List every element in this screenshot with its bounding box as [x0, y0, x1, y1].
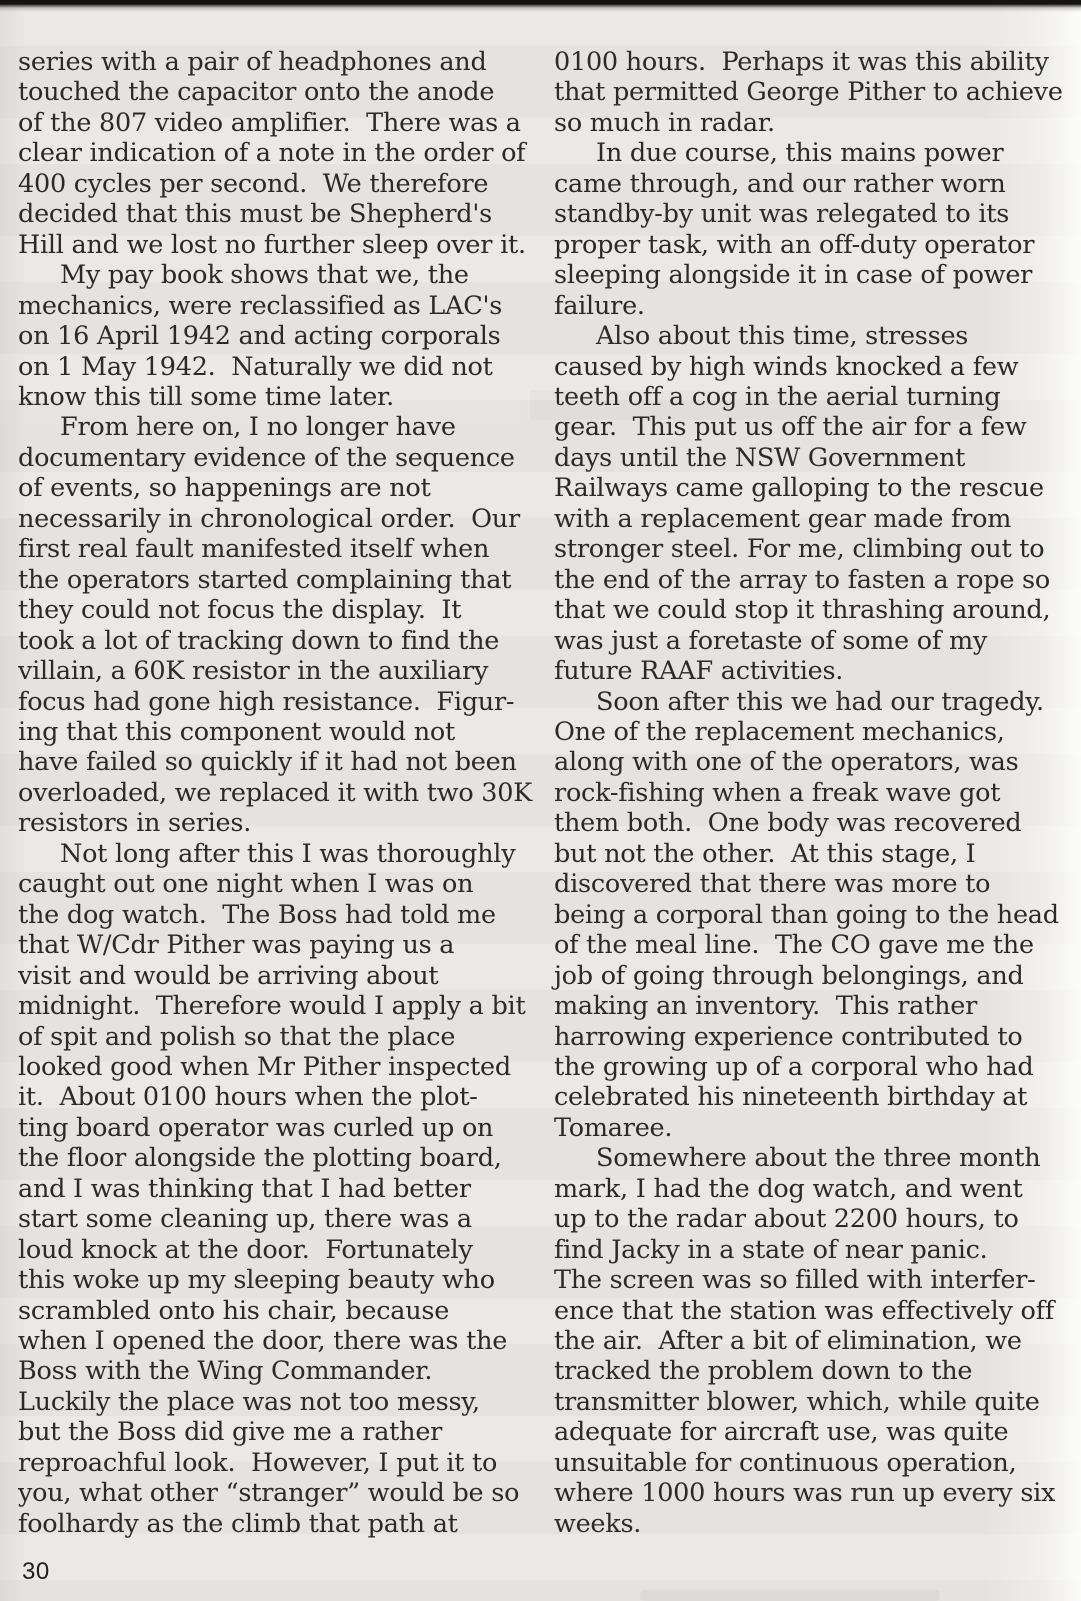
- text-line: ing that this component would not: [18, 716, 455, 747]
- text-line: sleeping alongside it in case of power: [554, 260, 1033, 291]
- text-column-right: [554, 47, 1066, 1539]
- text-line: mechanics, were reclassified as LAC's: [18, 290, 503, 321]
- text-line: foolhardy as the climb that path at: [18, 1508, 458, 1539]
- text-line: start some cleaning up, there was a: [18, 1204, 472, 1235]
- text-line: Luckily the place was not too messy,: [18, 1386, 480, 1417]
- text-line: it. About 0100 hours when the plot-: [18, 1082, 478, 1113]
- text-line: villain, a 60K resistor in the auxiliary: [18, 656, 489, 687]
- text-line: necessarily in chronological order. Our: [18, 503, 520, 534]
- text-line: transmitter blower, which, while quite: [554, 1386, 1040, 1417]
- text-line: The screen was so filled with interfer-: [554, 1265, 1036, 1296]
- text-line: caused by high winds knocked a few: [554, 351, 1019, 382]
- text-line: took a lot of tracking down to find the: [18, 625, 500, 656]
- text-line: Somewhere about the three month: [596, 1143, 1041, 1174]
- text-line: stronger steel. For me, climbing out to: [554, 534, 1045, 565]
- text-line: that permitted George Pither to achieve: [554, 77, 1063, 108]
- text-line: job of going through belongings, and: [554, 960, 1024, 991]
- text-line: and I was thinking that I had better: [18, 1173, 471, 1204]
- text-line: have failed so quickly if it had not been: [18, 747, 517, 778]
- text-line: that we could stop it thrashing around,: [554, 595, 1051, 626]
- text-line: Also about this time, stresses: [596, 321, 969, 352]
- text-line: mark, I had the dog watch, and went: [554, 1173, 1023, 1204]
- text-line: them both. One body was recovered: [554, 808, 1022, 839]
- text-line: reproachful look. However, I put it to: [18, 1447, 498, 1478]
- text-line: the dog watch. The Boss had told me: [18, 899, 496, 930]
- text-line: Soon after this we had our tragedy.: [596, 686, 1044, 717]
- text-line: proper task, with an off-duty operator: [554, 229, 1035, 260]
- text-line: failure.: [554, 290, 645, 321]
- text-line: decided that this must be Shepherd's: [18, 199, 492, 230]
- text-line: celebrated his nineteenth birthday at: [554, 1082, 1028, 1113]
- text-line: 0100 hours. Perhaps it was this ability: [554, 47, 1049, 77]
- text-line: days until the NSW Government: [554, 442, 966, 473]
- text-line: the growing up of a corporal who had: [554, 1051, 1034, 1082]
- text-line: ting board operator was curled up on: [18, 1112, 494, 1143]
- text-line: the air. After a bit of elimination, we: [554, 1326, 1022, 1357]
- text-line: this woke up my sleeping beauty who: [18, 1265, 495, 1296]
- text-line: ence that the station was effectively off: [554, 1295, 1055, 1326]
- text-line: on 16 April 1942 and acting corporals: [18, 321, 501, 352]
- page-number: 30: [22, 1558, 50, 1585]
- text-line: you, what other “stranger” would be so: [18, 1478, 520, 1509]
- text-line: making an inventory. This rather: [554, 991, 978, 1022]
- text-line: One of the replacement mechanics,: [554, 716, 1005, 747]
- scan-smudge: [640, 1590, 940, 1601]
- text-line: From here on, I no longer have: [60, 412, 456, 443]
- text-line: documentary evidence of the sequence: [18, 442, 515, 473]
- text-line: series with a pair of headphones and: [18, 47, 487, 77]
- text-line: of events, so happenings are not: [18, 473, 431, 504]
- text-line: the end of the array to fasten a rope so: [554, 564, 1050, 595]
- text-line: discovered that there was more to: [554, 869, 991, 900]
- text-line: being a corporal than going to the head: [554, 899, 1059, 930]
- text-line: looked good when Mr Pither inspected: [18, 1051, 511, 1082]
- text-line: My pay book shows that we, the: [60, 260, 469, 291]
- text-line: was just a foretaste of some of my: [554, 625, 988, 656]
- text-line: Tomaree.: [554, 1112, 673, 1143]
- text-line: on 1 May 1942. Naturally we did not: [18, 351, 493, 382]
- text-line: loud knock at the door. Fortunately: [18, 1234, 473, 1265]
- text-line: first real fault manifested itself when: [18, 534, 490, 565]
- text-line: but the Boss did give me a rather: [18, 1417, 443, 1448]
- text-line: they could not focus the display. It: [18, 595, 462, 626]
- text-line: the floor alongside the plotting board,: [18, 1143, 502, 1174]
- text-line: but not the other. At this stage, I: [554, 838, 976, 869]
- text-line: gear. This put us off the air for a few: [554, 412, 1027, 443]
- text-line: with a replacement gear made from: [554, 503, 1012, 534]
- text-line: teeth off a cog in the aerial turning: [554, 381, 1001, 412]
- text-line: future RAAF activities.: [554, 656, 844, 687]
- text-line: rock-fishing when a freak wave got: [554, 777, 1001, 808]
- text-line: scrambled onto his chair, because: [18, 1295, 450, 1326]
- text-line: touched the capacitor onto the anode: [18, 77, 495, 108]
- text-line: that W/Cdr Pither was paying us a: [18, 930, 455, 961]
- text-line: adequate for aircraft use, was quite: [554, 1417, 1009, 1448]
- text-line: Hill and we lost no further sleep over it.: [18, 229, 526, 260]
- text-line: tracked the problem down to the: [554, 1356, 973, 1387]
- text-line: unsuitable for continuous operation,: [554, 1447, 1017, 1478]
- text-line: came through, and our rather worn: [554, 168, 1006, 199]
- text-line: find Jacky in a state of near panic.: [554, 1234, 988, 1265]
- text-line: 400 cycles per second. We therefore: [18, 168, 489, 199]
- text-line: weeks.: [554, 1508, 642, 1539]
- text-line: of spit and polish so that the place: [18, 1021, 456, 1052]
- text-line: standby-by unit was relegated to its: [554, 199, 1010, 230]
- text-line: Railways came galloping to the rescue: [554, 473, 1044, 504]
- text-line: along with one of the operators, was: [554, 747, 1019, 778]
- text-line: the operators started complaining that: [18, 564, 512, 595]
- text-line: caught out one night when I was on: [18, 869, 474, 900]
- text-line: when I opened the door, there was the: [18, 1326, 508, 1357]
- text-line: resistors in series.: [18, 808, 252, 839]
- text-line: In due course, this mains power: [596, 138, 1004, 169]
- text-line: focus had gone high resistance. Figur-: [18, 686, 515, 717]
- text-line: clear indication of a note in the order of: [18, 138, 526, 169]
- text-line: Boss with the Wing Commander.: [18, 1356, 433, 1387]
- text-line: midnight. Therefore would I apply a bit: [18, 991, 526, 1022]
- text-line: where 1000 hours was run up every six: [554, 1478, 1056, 1509]
- text-line: Not long after this I was thoroughly: [60, 838, 516, 869]
- text-line: visit and would be arriving about: [18, 960, 439, 991]
- text-line: harrowing experience contributed to: [554, 1021, 1023, 1052]
- text-line: so much in radar.: [554, 107, 775, 138]
- text-line: of the meal line. The CO gave me the: [554, 930, 1034, 961]
- scan-top-edge-shadow: [0, 0, 1081, 12]
- text-line: up to the radar about 2200 hours, to: [554, 1204, 1019, 1235]
- text-line: know this till some time later.: [18, 381, 395, 412]
- text-line: of the 807 video amplifier. There was a: [18, 107, 521, 138]
- text-line: overloaded, we replaced it with two 30K: [18, 777, 533, 808]
- text-column-left: [18, 47, 533, 1539]
